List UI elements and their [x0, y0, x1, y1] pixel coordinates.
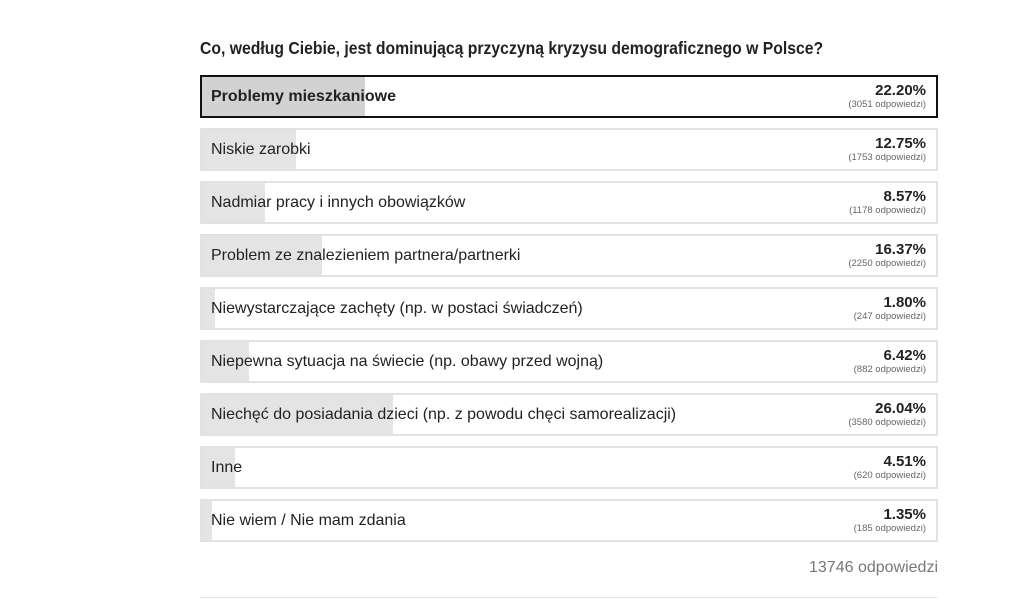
poll-question: Co, według Ciebie, jest dominującą przyczyną kryzysu demograficznego w Polsce? — [200, 38, 824, 58]
poll-option-percent: 26.04% — [875, 400, 926, 417]
poll-option-count: (882 odpowiedzi) — [853, 364, 926, 375]
poll-option-count: (247 odpowiedzi) — [853, 311, 926, 322]
poll-option-stats — [854, 294, 926, 322]
poll-option-percent: 12.75% — [875, 135, 926, 152]
poll-option-percent: 16.37% — [875, 241, 926, 258]
poll-option-niewystarczajace-zachety[interactable] — [200, 287, 938, 330]
poll-option-problemy-mieszkaniowe[interactable] — [200, 75, 938, 118]
poll-option-label: Inne — [211, 458, 243, 476]
poll-option-percent: 1.80% — [883, 294, 926, 311]
poll-option-percent: 6.42% — [883, 347, 926, 364]
poll-option-count: (1753 odpowiedzi) — [848, 152, 926, 163]
poll-option-label: Niewystarczające zachęty (np. w postaci świadczeń) — [211, 299, 583, 317]
poll-total-responses: 13746 odpowiedzi — [809, 559, 938, 576]
poll-option-percent: 22.20% — [875, 82, 926, 99]
poll-options — [200, 75, 938, 552]
poll-option-label: Problem ze znalezieniem partnera/partnerki — [211, 246, 521, 264]
poll-option-nie-wiem[interactable] — [200, 499, 938, 542]
poll-option-label: Niskie zarobki — [211, 140, 311, 158]
poll-option-niechec-do-dzieci[interactable] — [200, 393, 938, 436]
poll-option-stats — [848, 82, 926, 110]
poll-option-stats — [854, 506, 926, 534]
poll-option-niskie-zarobki[interactable] — [200, 128, 938, 171]
poll-option-percent: 4.51% — [883, 453, 926, 470]
poll-option-niepewna-sytuacja[interactable] — [200, 340, 938, 383]
poll-option-count: (1178 odpowiedzi) — [849, 205, 926, 216]
poll-option-percent: 1.35% — [883, 506, 926, 523]
poll-option-inne[interactable] — [200, 446, 938, 489]
poll-option-nadmiar-pracy[interactable] — [200, 181, 938, 224]
poll-option-stats — [848, 400, 926, 428]
poll-option-count: (2250 odpowiedzi) — [848, 258, 926, 269]
poll-option-problem-z-partnerem[interactable] — [200, 234, 938, 277]
poll-option-label: Nadmiar pracy i innych obowiązków — [211, 193, 466, 211]
poll-option-percent: 8.57% — [883, 188, 926, 205]
poll-option-stats — [848, 241, 926, 269]
poll-option-count: (3580 odpowiedzi) — [848, 417, 926, 428]
poll-option-label: Problemy mieszkaniowe — [211, 87, 396, 105]
divider — [200, 597, 938, 598]
poll-option-stats — [854, 453, 926, 481]
poll-option-stats — [848, 135, 926, 163]
poll-option-count: (3051 odpowiedzi) — [848, 99, 926, 110]
poll-option-count: (620 odpowiedzi) — [853, 470, 926, 481]
poll-option-label: Niepewna sytuacja na świecie (np. obawy przed wojną) — [211, 352, 604, 370]
poll-option-stats — [854, 347, 926, 375]
poll-option-count: (185 odpowiedzi) — [853, 523, 926, 534]
poll-option-label: Nie wiem / Nie mam zdania — [211, 511, 406, 529]
poll-option-stats — [849, 188, 926, 216]
poll-option-label: Niechęć do posiadania dzieci (np. z powodu chęci samorealizacji) — [211, 405, 677, 423]
